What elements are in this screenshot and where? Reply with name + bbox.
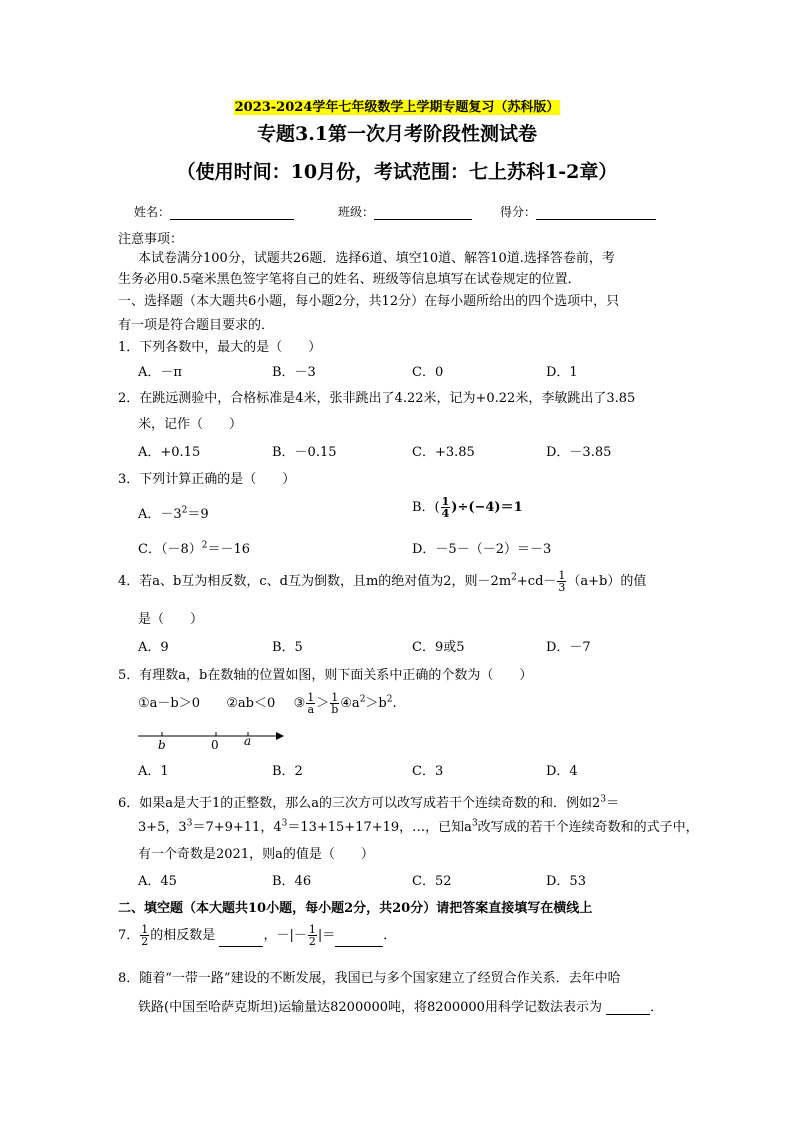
q6-l2-a: 3+5，3 [138,820,187,835]
score-field[interactable] [500,203,656,220]
score-underline[interactable] [536,206,656,220]
q6-l2-s2: 3 [281,818,288,829]
q3-b-post: )÷(−4)＝1 [451,500,523,515]
notice-heading: 注意事项： [118,232,184,247]
q7-frac2-den: 2 [308,935,316,948]
q5-frac-1a [306,692,315,715]
q3-option-a[interactable] [138,503,209,522]
q3-c-sup: 2 [201,540,208,551]
q7-answer-blank-2[interactable] [335,934,383,947]
q5-frac-1b-num: 1 [331,691,339,704]
q4-option-d[interactable]: D．－7 [546,640,591,655]
exam-title: 专题3.1第一次月考阶段性测试卷 [256,123,538,145]
q5-relation-2: ②ab＜0 [226,696,276,711]
q2-option-b[interactable]: B．－0.15 [272,445,337,460]
q8-answer-blank[interactable] [606,1002,650,1015]
q6-l2-b: ＝7+9+11，4 [192,820,282,835]
q2-option-c[interactable]: C．+3.85 [412,445,475,460]
q5-option-d[interactable]: D．4 [546,764,578,779]
q7-number: 7． [118,928,140,943]
q5-relation-4-sup2: 2 [386,694,393,705]
notice-line1: 本试卷满分100分，试题共26题．选择6道、填空10道、解答10道.选择答卷前，考 [138,251,615,266]
section1-line1: 一、选择题（本大题共6小题，每小题2分，共12分）在每小题所给出的四个选项中，只 [118,294,620,309]
q4-stem-pre: 4．若a、b互为相反数，c、d互为倒数，且m的绝对值为2，则－2m [118,574,512,589]
q3-option-b[interactable] [412,496,523,519]
q3-option-c[interactable] [138,538,250,557]
q1-option-c[interactable]: C．0 [412,365,444,380]
q4-stem-mid: +cd－ [516,574,557,589]
q1-option-d[interactable]: D．1 [546,365,578,380]
q5-frac-1b [330,692,339,715]
q6-line2 [138,816,699,835]
q3-b-den: 4 [441,507,450,520]
axis-label-0: 0 [211,738,219,752]
score-label: 得分： [500,205,537,219]
q7-mid: 的相反数是 [150,928,216,943]
q3-b-num: 1 [441,495,450,508]
number-line-svg [138,728,288,758]
q1-stem: 1．下列各数中，最大的是（ ） [118,340,322,355]
q6-l2-s1: 3 [186,818,193,829]
q4-stem-sup: 2 [511,572,517,583]
q6-line1-pre: 6．如果a是大于1的正整数，那么a的三次方可以改写成若干个连续奇数的和．例如2 [118,796,601,811]
q6-line3: 有一个奇数是2021，则a的值是（ ） [138,847,374,862]
q3-a-pre: A．－3 [138,507,182,522]
q4-option-a[interactable]: A．9 [138,640,169,655]
q5-relation-4-sup1: 2 [359,694,366,705]
class-label: 班级： [338,205,375,219]
q7-frac1-den: 2 [141,935,149,948]
q3-stem: 3．下列计算正确的是（ ） [118,472,296,487]
q5-relation-4-mid: ＞b [365,696,387,711]
q7-end: ． [383,928,397,943]
notice-line2: 生务必用0.5毫米黑色签字笔将自己的姓名、班级等信息填写在试卷规定的位置． [118,272,581,287]
q6-line1 [118,792,619,811]
q8-line1: 8．随着“一带一路”建设的不断发展，我国已与多个国家建立了经贸合作关系．去年中哈 [118,971,621,986]
q5-option-c[interactable]: C．3 [412,764,444,779]
q5-option-b[interactable]: B．2 [272,764,303,779]
q5-relation-3-label: ③ [293,696,306,711]
q7-abs-post: |＝ [317,928,336,943]
axis-label-a: a [244,734,252,748]
q2-option-a[interactable]: A．+0.15 [138,445,201,460]
q7-frac1-num: 1 [141,923,149,936]
q7-abs-pre: ，－|－ [263,928,307,943]
q6-option-b[interactable]: B．46 [272,874,312,889]
section1-line2: 有一项是符合题目要求的． [118,318,275,333]
q6-option-d[interactable]: D．53 [546,874,586,889]
q1-option-a[interactable]: A．－π [138,365,182,380]
q8-line2-text: 铁路(中国至哈萨克斯坦)运输量达8200000吨，将8200000用科学记数法表示为 [138,1000,602,1015]
q6-l2-s3: 3 [471,818,478,829]
axis-label-b: b [158,738,166,752]
q3-b-pre: B．( [412,500,440,515]
q3-b-fraction [441,496,451,519]
exam-subtitle: （使用时间：10月份，考试范围：七上苏科1-2章） [176,161,618,183]
q8-line2 [138,996,663,1015]
number-line-arrow [276,732,284,740]
q2-option-d[interactable]: D．－3.85 [546,445,612,460]
q3-option-d[interactable]: D．－5－（－2）＝－3 [412,542,552,557]
q6-l2-d: 改写成的若干个连续奇数和的式子中， [477,820,699,835]
q5-relation-1: ①a－b＞0 [138,696,200,711]
q8-end: ． [650,1000,664,1015]
q3-c-pre: C．（－8） [138,542,202,557]
q4-frac-den: 3 [558,581,566,594]
number-line [138,728,288,758]
q7-answer-blank-1[interactable] [219,934,263,947]
name-underline[interactable] [170,206,294,220]
q5-relations [138,692,397,715]
q1-option-b[interactable]: B．－3 [272,365,316,380]
name-label: 姓名： [134,205,171,219]
q7-fraction-1 [140,924,149,947]
class-underline[interactable] [374,206,472,220]
q6-option-a[interactable]: A．45 [138,874,177,889]
class-field[interactable] [338,203,472,220]
q5-relation-3-gt: ＞ [316,696,330,711]
q7-fraction-2 [308,924,317,947]
q4-option-b[interactable]: B．5 [272,640,303,655]
q6-l2-c: ＝13+15+17+19，…，已知a [287,820,472,835]
q3-a-post: ＝9 [187,507,209,522]
q3-a-sup: 2 [181,505,188,516]
q2-stem2: 米，记作（ ） [138,417,243,432]
q5-frac-1a-num: 1 [307,691,315,704]
q5-relation-4-post: . [392,696,397,711]
q4-stem [118,570,646,593]
q6-line1-sup: 3 [600,794,607,805]
q4-option-c[interactable]: C．9或5 [412,640,465,655]
q5-frac-1b-den: b [331,703,339,716]
name-field[interactable] [134,203,294,220]
q5-frac-1a-den: a [307,703,314,716]
q6-option-c[interactable]: C．52 [412,874,452,889]
q5-option-a[interactable]: A．1 [138,764,169,779]
q3-c-post: ＝－16 [207,542,250,557]
section2-heading: 二、填空题（本大题共10小题，每小题2分，共20分）请把答案直接填写在横线上 [118,901,593,916]
q7-frac2-num: 1 [308,923,316,936]
q4-stem-post: （a+b）的值 [567,574,647,589]
series-title [0,96,794,115]
q2-stem1: 2．在跳远测验中，合格标准是4米，张非跳出了4.22米，记为+0.22米，李敏跳出了3.85 [118,391,636,406]
q4-fraction [557,570,566,593]
q5-stem: 5．有理数a，b在数轴的位置如图，则下面关系中正确的个数为（ ） [118,668,533,683]
q7-line [118,924,396,947]
q5-relation-4-pre: ④a [340,696,360,711]
q6-line1-post: ＝ [606,796,620,811]
series-title-text: 2023-2024学年七年级数学上学期专题复习（苏科版） [234,100,560,115]
q4-stem2: 是（ ） [138,612,204,627]
q4-frac-num: 1 [558,569,566,582]
